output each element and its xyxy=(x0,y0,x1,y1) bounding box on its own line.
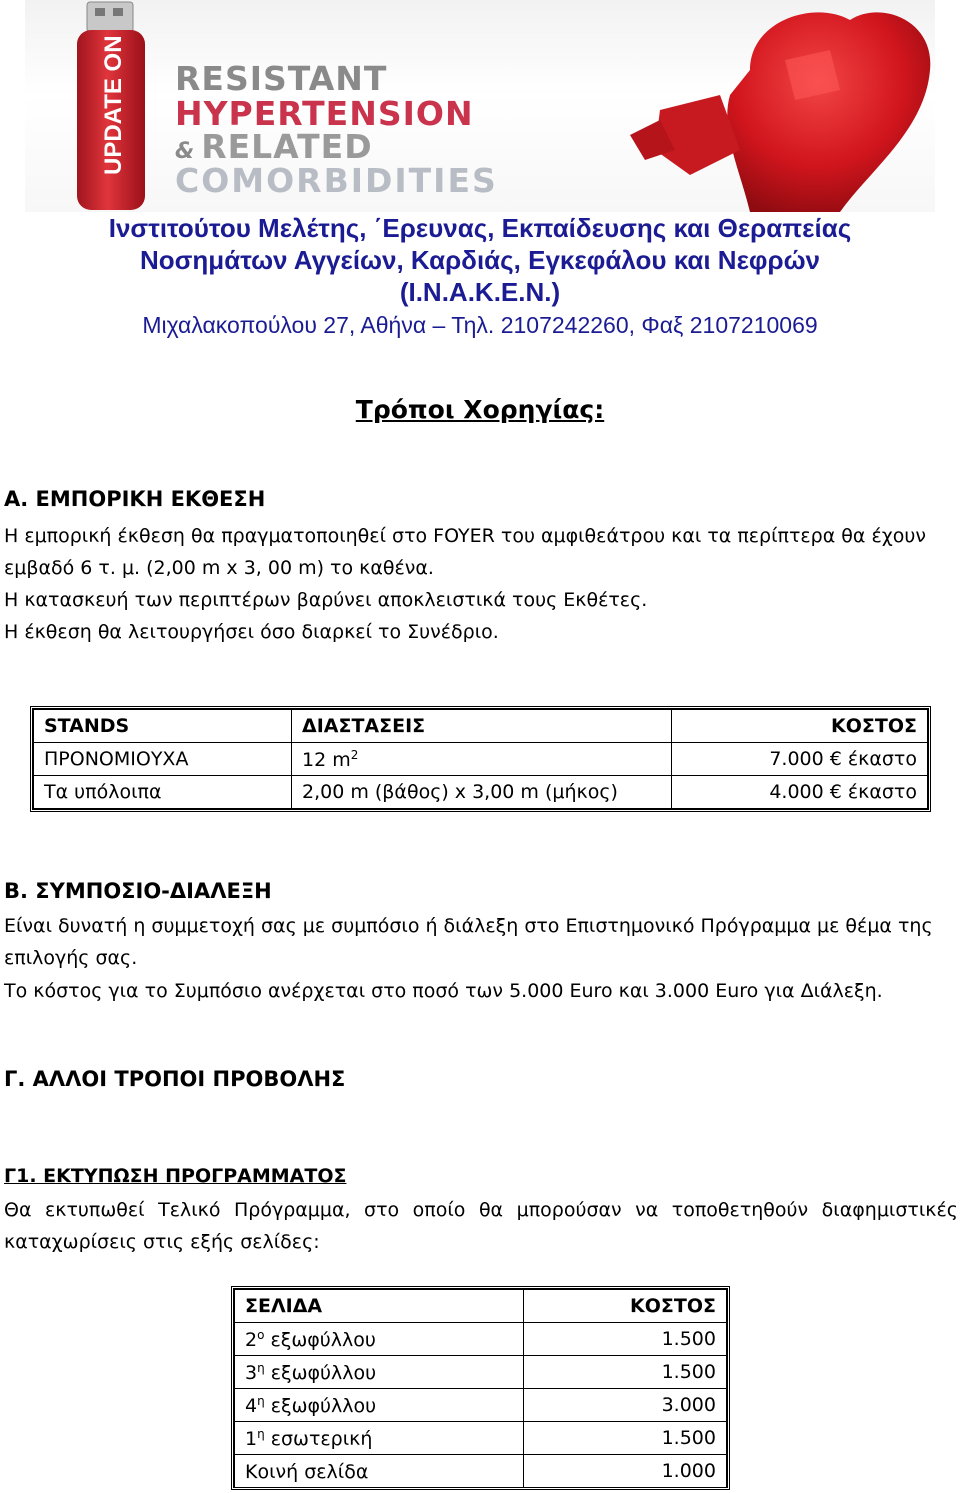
section-b-line3: Το κόστος για το Συμπόσιο ανέρχεται στο ποσό των 5.000 Euro και 3.000 Euro για Διάλεξη. xyxy=(4,980,883,1002)
stand-cost: 7.000 € έκαστο xyxy=(672,743,928,776)
pages-table xyxy=(231,1286,730,1490)
page-name: $3^\eta$ εξωφύλλου xyxy=(235,1356,524,1389)
section-c-line2: καταχωρίσεις στις εξής σελίδες: xyxy=(4,1231,320,1253)
word: τοποθετηθούν xyxy=(671,1199,809,1221)
page-title: Τρόποι Χορηγίας: xyxy=(355,395,605,424)
stand-cost: 4.000 € έκαστο xyxy=(672,776,928,809)
word: να xyxy=(635,1199,659,1221)
puzzle-heart-image xyxy=(600,0,935,212)
page-name: $4^\eta$ εξωφύλλου xyxy=(235,1389,524,1422)
banner-title xyxy=(175,59,535,200)
section-a-line2: εμβαδό 6 τ. μ. (2,00 m x 3, 00 m) το καθένα. xyxy=(4,557,434,579)
conference-banner xyxy=(25,0,935,212)
section-b-heading: Β. ΣΥΜΠΟΣΙΟ-ΔΙΑΛΕΞΗ xyxy=(4,879,272,903)
stand-dimensions: 12 $m^2$ xyxy=(292,743,672,776)
word: μπορούσαν xyxy=(516,1199,622,1221)
page-cost: 1.500 xyxy=(523,1422,726,1455)
word: Θα xyxy=(4,1199,32,1221)
section-c-line1 xyxy=(4,1194,958,1226)
header-stands: STANDS xyxy=(34,710,292,743)
usb-drive-logo xyxy=(25,0,185,212)
page-name: Κοινή σελίδα xyxy=(235,1455,524,1488)
org-name-line1: Ινστιτούτου Μελέτης, ΄Ερευνας, Εκπαίδευσης και Θεραπείας xyxy=(108,213,852,243)
table-row xyxy=(235,1422,727,1455)
header-dimensions: ΔΙΑΣΤΑΣΕΙΣ xyxy=(292,710,672,743)
word: θα xyxy=(478,1199,504,1221)
org-acronym: (Ι.Ν.Α.Κ.Ε.Ν.) xyxy=(399,277,561,307)
word: εκτυπωθεί xyxy=(45,1199,145,1221)
table-header-row xyxy=(34,710,928,743)
header-cost: ΚΟΣΤΟΣ xyxy=(523,1290,726,1323)
banner-line-related: & RELATED xyxy=(175,127,373,166)
banner-line-hypertension: HYPERTENSION xyxy=(175,94,474,133)
section-b-line2: επιλογής σας. xyxy=(4,947,138,969)
word: οποίο xyxy=(412,1199,466,1221)
table-row xyxy=(235,1455,727,1488)
table-row xyxy=(34,776,928,809)
org-address: Μιχαλακοπούλου 27, Αθήνα – Τηλ. 2107242260, Φαξ 2107210069 xyxy=(142,312,818,338)
section-a-line1: Η εμπορική έκθεση θα πραγματοποιηθεί στο FOYER του αμφιθεάτρου και τα περίπτερα θα έχουν xyxy=(4,525,926,547)
stands-table xyxy=(30,706,931,812)
header-cost: ΚΟΣΤΟΣ xyxy=(672,710,928,743)
page-cost: 1.500 xyxy=(523,1356,726,1389)
section-a-line3: Η κατασκευή των περιπτέρων βαρύνει αποκλειστικά τους Εκθέτες. xyxy=(4,589,648,611)
organization-header xyxy=(0,212,960,342)
page-cost: 3.000 xyxy=(523,1389,726,1422)
page-cost: 1.000 xyxy=(523,1455,726,1488)
section-b-line1: Είναι δυνατή η συμμετοχή σας με συμπόσιο ή διάλεξη στο Επιστημονικό Πρόγραμμα με θέμα της xyxy=(4,915,933,937)
table-header-row xyxy=(235,1290,727,1323)
header-page: ΣΕΛΙΔΑ xyxy=(235,1290,524,1323)
page-cost: 1.500 xyxy=(523,1323,726,1356)
banner-line-comorbidities: COMORBIDITIES xyxy=(175,161,498,200)
stand-dimensions: 2,00 m (βάθος) x 3,00 m (μήκος) xyxy=(292,776,672,809)
stand-type: Τα υπόλοιπα xyxy=(34,776,292,809)
banner-line-resistant: RESISTANT xyxy=(175,59,388,98)
table-row xyxy=(235,1323,727,1356)
section-a-heading: Α. ΕΜΠΟΡΙΚΗ ΕΚΘΕΣΗ xyxy=(4,487,266,511)
table-row xyxy=(235,1389,727,1422)
section-a-line4: Η έκθεση θα λειτουργήσει όσο διαρκεί το Συνέδριο. xyxy=(4,621,499,643)
stand-type: ΠΡΟΝΟΜΙΟΥΧΑ xyxy=(34,743,292,776)
word: Τελικό xyxy=(158,1199,221,1221)
word: στο xyxy=(364,1199,400,1221)
section-c1-heading: Γ1. ΕΚΤΥΠΩΣΗ ΠΡΟΓΡΑΜΜΑΤΟΣ xyxy=(4,1165,347,1187)
page-name: $1^\eta$ εσωτερική xyxy=(235,1422,524,1455)
word: διαφημιστικές xyxy=(821,1199,958,1221)
org-name-line2: Νοσημάτων Αγγείων, Καρδιάς, Εγκεφάλου και Νεφρών xyxy=(139,245,821,275)
table-row xyxy=(235,1356,727,1389)
word: Πρόγραμμα, xyxy=(233,1199,351,1221)
usb-label: UPDATE ON xyxy=(100,35,127,175)
table-row xyxy=(34,743,928,776)
page-name: 2$^o$ εξωφύλλου xyxy=(235,1323,524,1356)
section-c-heading: Γ. ΑΛΛΟΙ ΤΡΟΠΟΙ ΠΡΟΒΟΛΗΣ xyxy=(4,1067,346,1091)
